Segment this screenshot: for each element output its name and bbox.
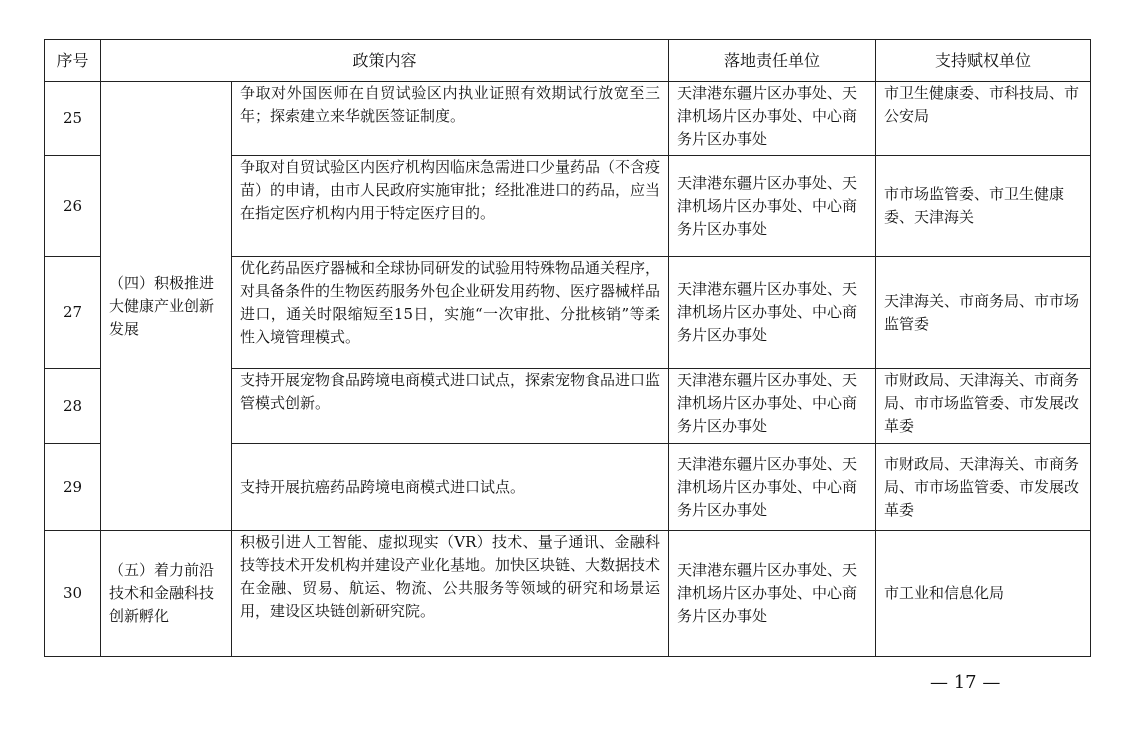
header-support-unit: 支持赋权单位 [876,40,1091,82]
row-num: 27 [45,257,101,369]
support-unit: 市卫生健康委、市科技局、市公安局 [876,82,1091,156]
row-num: 26 [45,156,101,257]
local-unit: 天津港东疆片区办事处、天津机场片区办事处、中心商务片区办事处 [669,257,876,369]
category-cell: （四）积极推进大健康产业创新发展 [101,82,232,531]
policy-content: 优化药品医疗器械和全球协同研发的试验用特殊物品通关程序，对具备条件的生物医药服务外包企业研发用药物、医疗器械样品进口，通关时限缩短至15日，实施“一次审批、分批核销”等柔性入境管理模式。 [232,257,669,369]
row-num: 28 [45,369,101,444]
support-unit: 市工业和信息化局 [876,531,1091,657]
row-num: 30 [45,531,101,657]
policy-table [44,39,1091,657]
local-unit: 天津港东疆片区办事处、天津机场片区办事处、中心商务片区办事处 [669,369,876,444]
support-unit: 天津海关、市商务局、市市场监管委 [876,257,1091,369]
local-unit: 天津港东疆片区办事处、天津机场片区办事处、中心商务片区办事处 [669,156,876,257]
local-unit: 天津港东疆片区办事处、天津机场片区办事处、中心商务片区办事处 [669,531,876,657]
category-cell: （五）着力前沿技术和金融科技创新孵化 [101,531,232,657]
policy-content: 支持开展抗癌药品跨境电商模式进口试点。 [232,444,669,531]
support-unit: 市市场监管委、市卫生健康委、天津海关 [876,156,1091,257]
policy-content: 支持开展宠物食品跨境电商模式进口试点，探索宠物食品进口监管模式创新。 [232,369,669,444]
table-header-row [45,40,1091,82]
table-row [45,82,1091,156]
header-num: 序号 [45,40,101,82]
page-number: — 17 — [930,672,1001,693]
support-unit: 市财政局、天津海关、市商务局、市市场监管委、市发展改革委 [876,369,1091,444]
local-unit: 天津港东疆片区办事处、天津机场片区办事处、中心商务片区办事处 [669,82,876,156]
policy-content: 争取对外国医师在自贸试验区内执业证照有效期试行放宽至三年；探索建立来华就医签证制度。 [232,82,669,156]
table-row [45,531,1091,657]
policy-content: 争取对自贸试验区内医疗机构因临床急需进口少量药品（不含疫苗）的申请，由市人民政府实施审批；经批准进口的药品，应当在指定医疗机构内用于特定医疗目的。 [232,156,669,257]
policy-content: 积极引进人工智能、虚拟现实（VR）技术、量子通讯、金融科技等技术开发机构并建设产业化基地。加快区块链、大数据技术在金融、贸易、航运、物流、公共服务等领域的研究和场景运用，建设区块链创新研究院。 [232,531,669,657]
header-local-unit: 落地责任单位 [669,40,876,82]
support-unit: 市财政局、天津海关、市商务局、市市场监管委、市发展改革委 [876,444,1091,531]
header-content: 政策内容 [101,40,669,82]
row-num: 25 [45,82,101,156]
row-num: 29 [45,444,101,531]
local-unit: 天津港东疆片区办事处、天津机场片区办事处、中心商务片区办事处 [669,444,876,531]
